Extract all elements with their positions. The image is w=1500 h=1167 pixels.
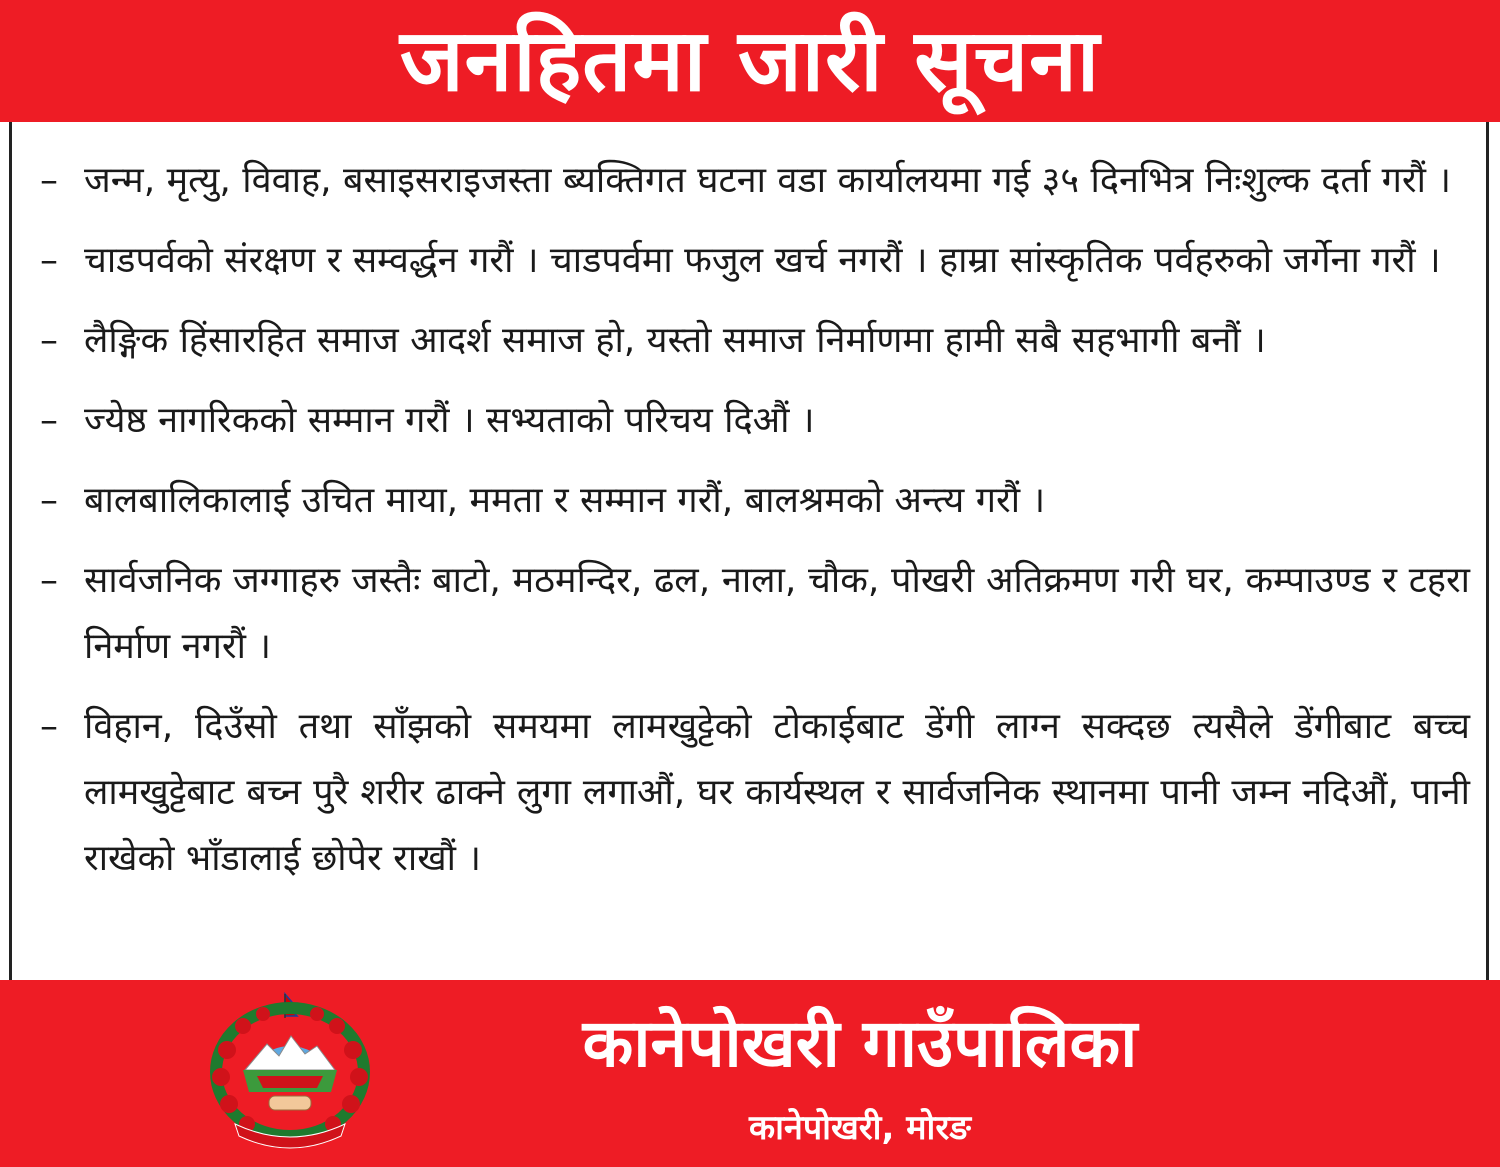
header-banner <box>0 0 1500 122</box>
notice-text: विहान, दिउँसो तथा साँझको समयमा लामखुट्टेको टोकाईबाट डेंगी लाग्न सक्दछ त्यसैले डेंगीबाट बच्च लामखुट्टेबाट बच्न पुरै शरीर ढाक्ने लुगा लगाऔं, घर कार्यस्थल र सार्वजनिक स्थानमा पानी जम्न नदिऔं, पानी राखेको भाँडालाई छोपेर राखौं । <box>84 706 1470 879</box>
footer-banner <box>0 980 1500 1167</box>
notice-text: सार्वजनिक जग्गाहरु जस्तैः बाटो, मठमन्दिर, ढल, नाला, चौक, पोखरी अतिक्रमण गरी घर, कम्पाउण्ड र टहरा निर्माण नगरौं । <box>84 560 1470 667</box>
notice-list <box>40 148 1470 906</box>
notice-text: चाडपर्वको संरक्षण र सम्वर्द्धन गरौं । चाडपर्वमा फजुल खर्च नगरौं । हाम्रा सांस्कृतिक पर्वहरुको जर्गेना गरौं । <box>84 240 1441 281</box>
bullet-dash: – <box>40 706 58 747</box>
notice-item-festivals <box>40 228 1470 294</box>
municipality-name: कानेपोखरी गाउँपालिका <box>582 1005 1138 1082</box>
bullet-dash: – <box>40 560 58 601</box>
notice-text: बालबालिकालाई उचित माया, ममता र सम्मान गरौं, बालश्रमको अन्त्य गरौं । <box>84 480 1046 521</box>
bullet-dash: – <box>40 320 58 361</box>
bullet-dash: – <box>40 160 58 201</box>
notice-text: जन्म, मृत्यु, विवाह, बसाइसराइजस्ता ब्यक्तिगत घटना वडा कार्यालयमा गई ३५ दिनभित्र निःशुल्क दर्ता गरौं । <box>84 160 1452 201</box>
notice-item-dengue <box>40 694 1470 892</box>
bullet-dash: – <box>40 240 58 281</box>
notice-text: लैङ्गिक हिंसारहित समाज आदर्श समाज हो, यस्तो समाज निर्माणमा हामी सबै सहभागी बनौं । <box>84 320 1266 361</box>
bullet-dash: – <box>40 480 58 521</box>
notice-item-children <box>40 468 1470 534</box>
notice-text: ज्येष्ठ नागरिकको सम्मान गरौं । सभ्यताको परिचय दिऔं । <box>84 400 815 441</box>
notice-item-gender-violence <box>40 308 1470 374</box>
notice-item-public-land <box>40 548 1470 680</box>
nepal-government-emblem-icon <box>205 992 375 1152</box>
page-title: जनहितमा जारी सूचना <box>399 11 1101 111</box>
municipality-address: कानेपोखरी, मोरङ <box>749 1108 971 1148</box>
notice-item-registration <box>40 148 1470 214</box>
notice-item-senior-citizens <box>40 388 1470 454</box>
bullet-dash: – <box>40 400 58 441</box>
